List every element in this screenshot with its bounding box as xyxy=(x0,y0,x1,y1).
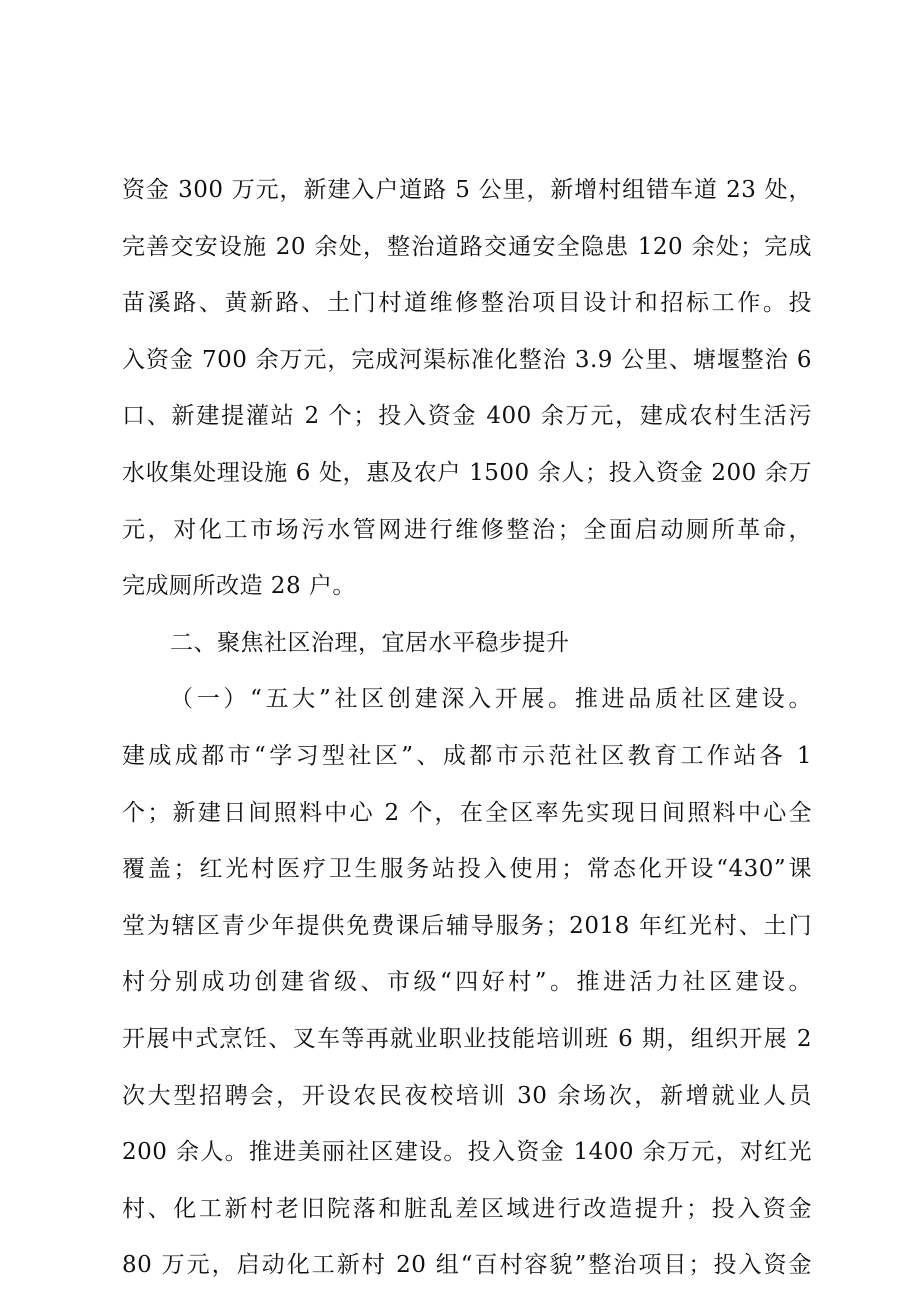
text-line: 元，对化工市场污水管网进行维修整治；全面启动厕所革命， xyxy=(122,516,812,543)
text-line: 水收集处理设施 6 处，惠及农户 1500 余人；投入资金 200 余万 xyxy=(122,459,812,486)
text-line: 堂为辖区青少年提供免费课后辅导服务；2018 年红光村、土门 xyxy=(122,912,812,939)
paragraph-community xyxy=(122,671,812,1294)
text-line: 完成厕所改造 28 户。 xyxy=(122,573,356,600)
text-line: 开展中式烹饪、叉车等再就业职业技能培训班 6 期，组织开展 2 xyxy=(122,1025,812,1052)
text-line: 入资金 700 余万元，完成河渠标准化整治 3.9 公里、塘堰整治 6 xyxy=(122,346,812,373)
text-line: 200 余人。推进美丽社区建设。投入资金 1400 余万元，对红光 xyxy=(122,1139,812,1166)
text-line: 次大型招聘会，开设农民夜校培训 30 余场次，新增就业人员 xyxy=(122,1082,812,1109)
text-line: 建成成都市“学习型社区”、成都市示范社区教育工作站各 1 xyxy=(122,742,812,769)
text-line: 个；新建日间照料中心 2 个，在全区率先实现日间照料中心全 xyxy=(122,799,812,826)
text-line: 村、化工新村老旧院落和脏乱差区域进行改造提升；投入资金 xyxy=(122,1195,812,1222)
text-line: 村分别成功创建省级、市级“四好村”。推进活力社区建设。 xyxy=(122,969,812,996)
text-line: 覆盖；红光村医疗卫生服务站投入使用；常态化开设“430”课 xyxy=(122,856,812,883)
text-line: 完善交安设施 20 余处，整治道路交通安全隐患 120 余处；完成 xyxy=(122,233,812,260)
text-line: 80 万元，启动化工新村 20 组“百村容貌”整治项目；投入资金 xyxy=(122,1252,812,1279)
text-line: （一）“五大”社区创建深入开展。推进品质社区建设。 xyxy=(170,686,812,713)
paragraph-infrastructure xyxy=(122,162,812,615)
text-line: 资金 300 万元，新建入户道路 5 公里，新增村组错车道 23 处， xyxy=(122,177,812,203)
text-line: 口、新建提灌站 2 个；投入资金 400 余万元，建成农村生活污 xyxy=(122,403,812,430)
document-body xyxy=(122,162,812,1294)
text-line: 苗溪路、黄新路、土门村道维修整治项目设计和招标工作。投 xyxy=(122,290,812,317)
section-heading: 二、聚焦社区治理，宜居水平稳步提升 xyxy=(170,629,570,656)
